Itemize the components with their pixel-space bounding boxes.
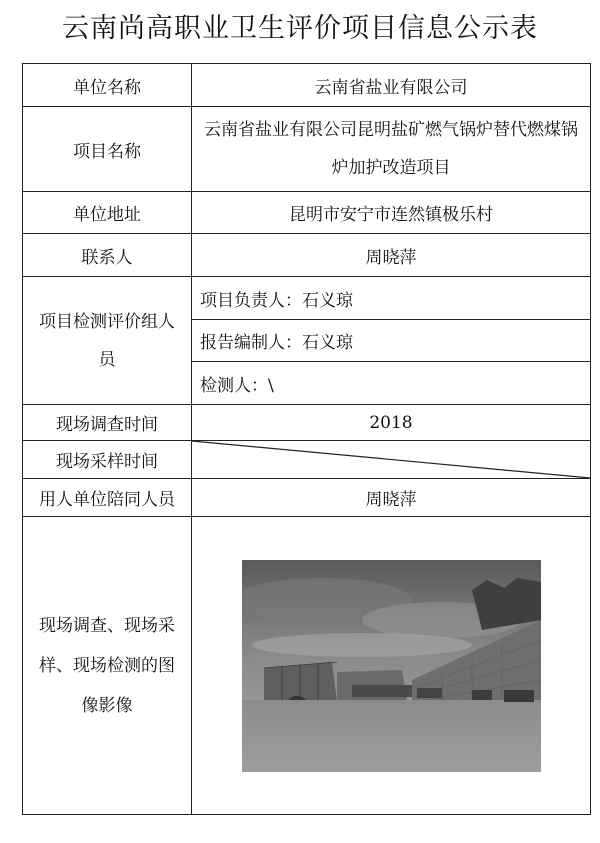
project-name-label: 项目名称 xyxy=(23,107,192,192)
site-photo xyxy=(242,560,541,772)
unit-address-label: 单位地址 xyxy=(23,192,192,234)
escort-label: 用人单位陪同人员 xyxy=(23,479,192,517)
row-contact xyxy=(23,234,591,277)
row-team-1 xyxy=(23,277,591,320)
contact-value: 周晓萍 xyxy=(192,234,591,277)
survey-time-label: 现场调查时间 xyxy=(23,405,192,441)
row-sampling-time xyxy=(23,441,591,479)
sampling-time-label: 现场采样时间 xyxy=(23,441,192,479)
page-title: 云南尚高职业卫生评价项目信息公示表 xyxy=(62,13,538,44)
unit-name-value: 云南省盐业有限公司 xyxy=(192,64,591,107)
project-name-value: 云南省盐业有限公司昆明盐矿燃气锅炉替代燃煤锅炉加护改造项目 xyxy=(204,120,578,178)
row-images xyxy=(23,517,591,815)
team-label: 项目检测评价组人员 xyxy=(39,311,175,370)
info-table xyxy=(22,63,591,815)
survey-time-value: 2018 xyxy=(192,405,591,441)
diagonal-strike xyxy=(192,441,590,478)
team-member-2: 报告编制人：石义琼 xyxy=(192,320,591,362)
team-member-3: 检测人：\ xyxy=(192,362,591,405)
row-unit-address xyxy=(23,192,591,234)
team-member-1: 项目负责人：石义琼 xyxy=(192,277,591,320)
sampling-time-value xyxy=(192,441,591,479)
contact-label: 联系人 xyxy=(23,234,192,277)
unit-address-value: 昆明市安宁市连然镇极乐村 xyxy=(192,192,591,234)
escort-value: 周晓萍 xyxy=(192,479,591,517)
unit-name-label: 单位名称 xyxy=(23,64,192,107)
row-survey-time xyxy=(23,405,591,441)
row-escort xyxy=(23,479,591,517)
images-label: 现场调查、现场采样、现场检测的图像影像 xyxy=(39,615,175,716)
row-project-name xyxy=(23,107,591,192)
row-unit-name xyxy=(23,64,591,107)
